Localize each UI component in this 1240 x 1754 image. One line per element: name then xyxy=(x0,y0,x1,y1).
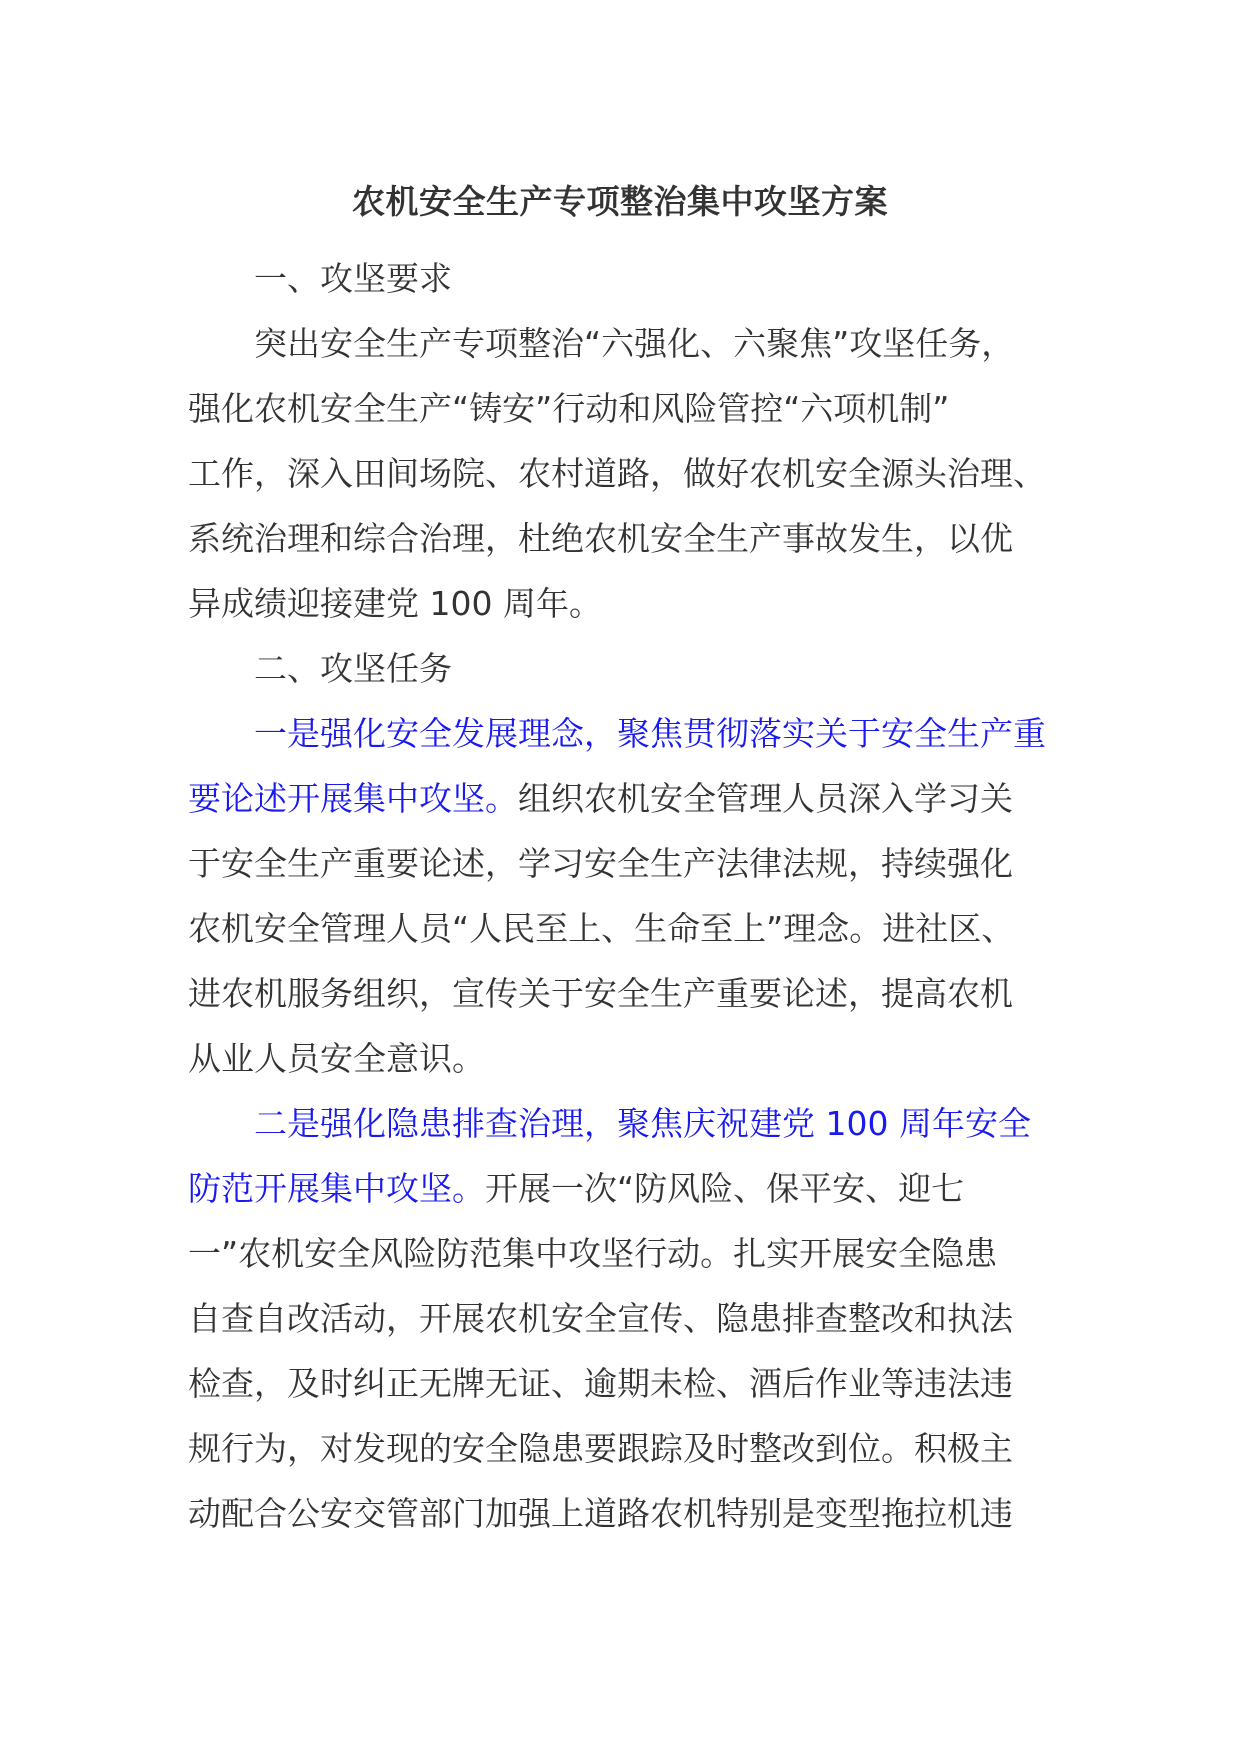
paragraph-task-1 xyxy=(188,701,1058,1091)
task-2-highlight-end: 防范开展集中攻坚。 xyxy=(188,1169,485,1208)
paragraph-line: 于安全生产重要论述，学习安全生产法律法规，持续强化 xyxy=(188,844,1013,883)
task-1-highlight-line: 一是强化安全发展理念，聚焦贯彻落实关于安全生产重 xyxy=(254,714,1046,753)
paragraph-line: 系统治理和综合治理，杜绝农机安全生产事故发生，以优 xyxy=(188,519,1013,558)
section-heading-tasks: 二、攻坚任务 xyxy=(254,649,452,688)
paragraph-line xyxy=(188,1156,1058,1221)
paragraph-line: 规行为，对发现的安全隐患要跟踪及时整改到位。积极主 xyxy=(188,1429,1013,1468)
task-2-highlight-line: 二是强化隐患排查治理，聚焦庆祝建党 100 周年安全 xyxy=(254,1104,1031,1143)
paragraph-line xyxy=(188,766,1058,831)
task-1-text: 组织农机安全管理人员深入学习关 xyxy=(518,779,1013,818)
paragraph-line: 一”农机安全风险防范集中攻坚行动。扎实开展安全隐患 xyxy=(188,1234,998,1273)
paragraph-line: 农机安全管理人员“人民至上、生命至上”理念。进社区、 xyxy=(188,909,1015,948)
paragraph-line: 自查自改活动，开展农机安全宣传、隐患排查整改和执法 xyxy=(188,1299,1013,1338)
paragraph-line: 突出安全生产专项整治“六强化、六聚焦”攻坚任务， xyxy=(254,324,1015,363)
paragraph-line: 检查，及时纠正无牌无证、逾期未检、酒后作业等违法违 xyxy=(188,1364,1013,1403)
paragraph-task-2 xyxy=(188,1091,1058,1546)
paragraph-line: 从业人员安全意识。 xyxy=(188,1039,485,1078)
paragraph-line: 异成绩迎接建党 100 周年。 xyxy=(188,584,602,623)
section-heading-requirements: 一、攻坚要求 xyxy=(254,259,452,298)
task-2-text: 开展一次“防风险、保平安、迎七 xyxy=(485,1169,965,1208)
task-1-highlight-end: 要论述开展集中攻坚。 xyxy=(188,779,518,818)
paragraph-line: 进农机服务组织，宣传关于安全生产重要论述，提高农机 xyxy=(188,974,1013,1013)
document-title: 农机安全生产专项整治集中攻坚方案 xyxy=(352,182,888,221)
paragraph-line: 动配合公安交管部门加强上道路农机特别是变型拖拉机违 xyxy=(188,1494,1013,1533)
paragraph-requirements xyxy=(188,311,1058,636)
paragraph-line: 强化农机安全生产“铸安”行动和风险管控“六项机制” xyxy=(188,389,950,428)
document-body xyxy=(188,246,1058,1546)
paragraph-line: 工作，深入田间场院、农村道路，做好农机安全源头治理、 xyxy=(188,454,1046,493)
